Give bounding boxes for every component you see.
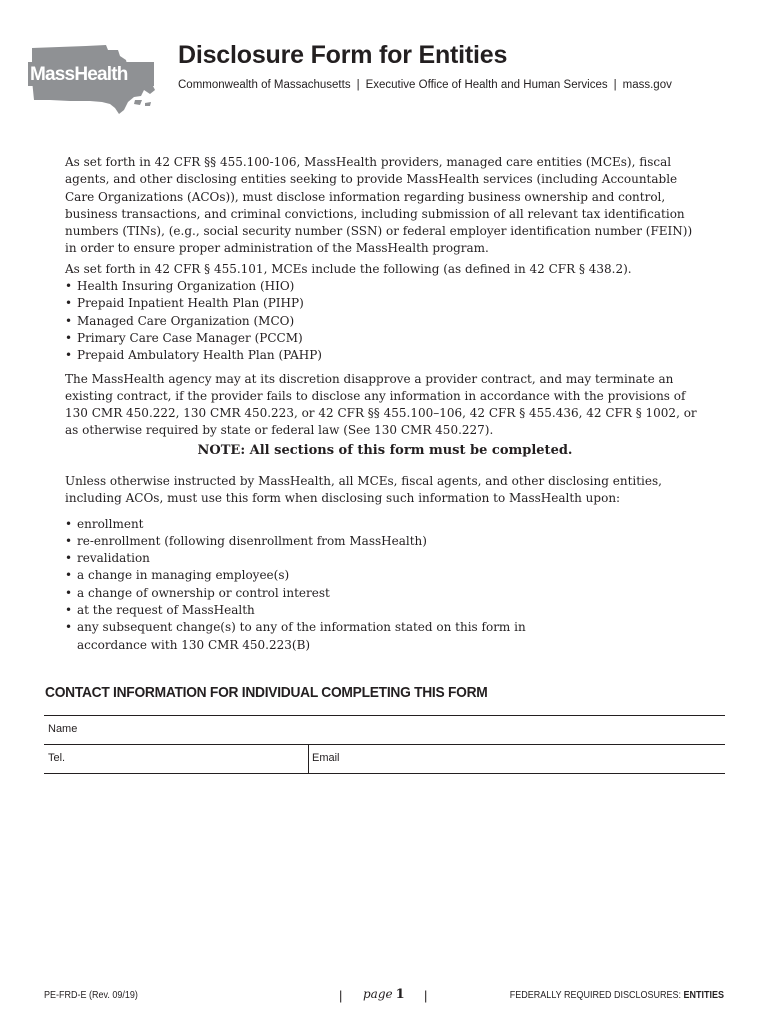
intro-section	[65, 154, 705, 440]
completion-note: NOTE: All sections of this form must be completed.	[197, 443, 573, 458]
disclosures-type: ENTITIES	[683, 990, 724, 1001]
page-label: page	[363, 987, 393, 1001]
name-field[interactable]	[44, 716, 725, 744]
usage-section	[65, 473, 705, 654]
page-number	[363, 987, 405, 1002]
subtitle-separator: |	[356, 79, 360, 91]
form-code: PE-FRD-E (Rev. 09/19)	[44, 990, 138, 1001]
mce-intro-paragraph: As set forth in 42 CFR § 455.101, MCEs include the following (as defined in 42 CFR § 438.2).	[65, 261, 632, 276]
name-label: Name	[48, 723, 78, 735]
massachusetts-map-icon	[24, 40, 164, 118]
email-label: Email	[312, 752, 340, 764]
logo-text: MassHealth	[30, 64, 128, 85]
masshealth-logo	[24, 40, 164, 118]
intro-paragraph: As set forth in 42 CFR §§ 455.100-106, MassHealth providers, managed care entities (MCEs), fiscal agents, and other disclosing entities seeking to provide MassHealth services (including Accountable Care Organizations (ACOs)), must disclose information regarding business ownership and control, business transactions, and criminal convictions, including submission of all relevant tax identification numbers (TINs), (e.g., social security number (SSN) or federal employer identification number (FEIN)) in order to ensure proper administration of the MassHealth program.	[65, 155, 693, 256]
list-item: • Prepaid Inpatient Health Plan (PIHP)	[65, 295, 705, 312]
list-item: • enrollment	[65, 516, 705, 533]
subtitle-separator: |	[613, 79, 617, 91]
tel-field[interactable]	[44, 745, 309, 773]
list-item: • re-enrollment (following disenrollment from MassHealth)	[65, 533, 705, 550]
list-item: • a change of ownership or control interest	[65, 585, 705, 602]
subtitle-eohhs: Executive Office of Health and Human Services	[365, 79, 608, 91]
name-row	[44, 716, 725, 745]
subtitle-website: mass.gov	[622, 79, 672, 91]
subtitle-commonwealth: Commonwealth of Massachusetts	[178, 79, 351, 91]
list-item: • Primary Care Case Manager (PCCM)	[65, 330, 705, 347]
contact-section-title: CONTACT INFORMATION FOR INDIVIDUAL COMPLETING THIS FORM	[45, 684, 488, 701]
footer-divider: |	[339, 988, 343, 1003]
footer-divider: |	[424, 988, 428, 1003]
termination-paragraph: The MassHealth agency may at its discretion disapprove a provider contract, and may terminate an existing contract, if the provider fails to disclose any information in accordance with the provisions of 130 CMR 450.222, 130 CMR 450.223, or 42 CFR §§ 455.100–106, 42 CFR § 455.436, 42 CFR § 1002, or as otherwise required by state or federal law (See 130 CMR 450.227).	[65, 371, 697, 438]
list-item: • Managed Care Organization (MCO)	[65, 313, 705, 330]
tel-label: Tel.	[48, 752, 66, 764]
disclosures-label	[510, 990, 724, 1001]
contact-form	[44, 715, 725, 774]
disclosures-prefix: FEDERALLY REQUIRED DISCLOSURES:	[509, 990, 681, 1001]
tel-email-row	[44, 745, 725, 774]
list-item: • any subsequent change(s) to any of the information stated on this form in accordance with 130 CMR 450.223(B)	[65, 619, 567, 654]
page-subtitle	[178, 79, 672, 91]
usage-paragraph: Unless otherwise instructed by MassHealth, all MCEs, fiscal agents, and other disclosing entities, including ACOs, must use this form when disclosing such information to MassHealth upon:	[65, 474, 662, 506]
mce-list	[65, 278, 705, 364]
list-item: • a change in managing employee(s)	[65, 567, 705, 584]
page-number-value: 1	[395, 987, 405, 1002]
email-field[interactable]	[309, 745, 725, 773]
list-item: • at the request of MassHealth	[65, 602, 705, 619]
page-title: Disclosure Form for Entities	[178, 41, 508, 69]
list-item: • Health Insuring Organization (HIO)	[65, 278, 705, 295]
page-header	[0, 0, 770, 130]
usage-list	[65, 516, 705, 654]
page-footer	[0, 985, 770, 1009]
list-item: • Prepaid Ambulatory Health Plan (PAHP)	[65, 347, 705, 364]
list-item: • revalidation	[65, 550, 705, 567]
